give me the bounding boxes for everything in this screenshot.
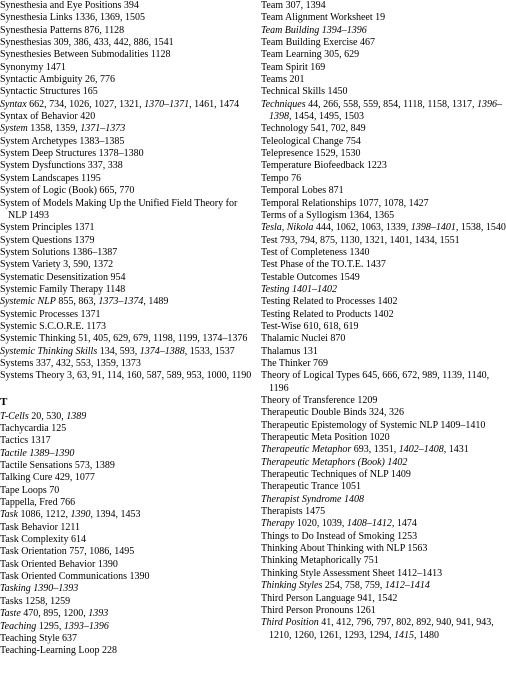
entry-segment: , 1538, 1540 [455, 222, 506, 234]
index-entry [0, 173, 252, 185]
entry-segment: 1393–1396 [63, 620, 109, 632]
index-entry [0, 645, 252, 657]
index-entry [0, 37, 252, 49]
index-entry [261, 0, 506, 12]
index-entry [0, 358, 252, 370]
entry-segment: Systematic Desensitization 954 [0, 271, 126, 283]
index-entry [0, 99, 252, 111]
entry-segment: Teaching [0, 620, 37, 632]
entry-segment: Tachycardia 125 [0, 423, 67, 434]
index-entry [0, 185, 252, 197]
index-entry [261, 173, 506, 185]
entry-segment: Systemic S.C.O.R.E. 1173 [0, 320, 107, 332]
entry-segment: Systemic Thinking Skills [0, 345, 98, 357]
entry-segment: 1398–1401 [410, 222, 456, 234]
entry-segment: Syntactic Ambiguity 26, 776 [0, 74, 115, 86]
entries-after-t [0, 411, 252, 658]
entry-segment: Third Person Language 941, 1542 [261, 592, 398, 604]
entry-segment: Tesla, Nikola [261, 222, 314, 234]
entry-segment: System Variety 3, 590, 1372 [0, 259, 114, 271]
index-entry [261, 407, 506, 419]
index-entry [0, 111, 252, 123]
entry-segment: Team Spirit 169 [261, 61, 326, 73]
index-entry [261, 136, 506, 148]
entry-segment: 662, 734, 1026, 1027, 1321, [26, 98, 145, 110]
index-entry [0, 448, 252, 460]
index-entry [261, 185, 506, 197]
entry-segment: Therapeutic Epistemology of Systemic NLP 1409–1410 [261, 419, 486, 431]
entry-segment: System Deep Structures 1378–1380 [0, 148, 144, 160]
entry-segment: 1373–1374 [98, 296, 144, 308]
index-entry [261, 580, 506, 592]
entry-segment: Therapeutic Double Binds 324, 326 [261, 407, 405, 419]
entry-segment: 1295, [36, 620, 64, 632]
index-entry [0, 608, 252, 620]
index-entry [261, 259, 506, 271]
entry-segment: 1394–1396 [321, 24, 367, 36]
entry-segment: Thinking Style Assessment Sheet 1412–1413 [261, 567, 443, 579]
entry-segment: System Archetypes 1383–1385 [0, 135, 125, 147]
entry-segment: Teleological Change 754 [261, 135, 361, 147]
entry-segment: 1390–1393 [33, 583, 79, 595]
entry-segment: 1389 [66, 410, 87, 422]
entry-segment: Teams 201 [261, 74, 305, 86]
index-entry [261, 210, 506, 222]
index-entry [261, 12, 506, 24]
index-entry [0, 460, 252, 472]
entry-segment: System Dysfunctions 337, 338 [0, 160, 123, 172]
index-entry [0, 571, 252, 583]
index-entry [0, 472, 252, 484]
entry-segment: , 1394, 1453 [90, 509, 141, 521]
index-entry [0, 546, 252, 558]
index-entry [261, 309, 506, 321]
entry-segment: Theory of Logical Types 645, 666, 672, 989, 1139, 1140, 1196 [261, 370, 490, 394]
entry-segment: System [0, 123, 28, 135]
index-entry [0, 123, 252, 135]
index-entry [261, 420, 506, 432]
entry-segment: , 1489 [143, 296, 169, 308]
entry-segment: 1393 [88, 608, 109, 620]
entry-segment: Systemic Family Therapy 1148 [0, 283, 126, 295]
index-entry [261, 284, 506, 296]
entry-segment: Synesthesia Patterns 876, 1128 [0, 24, 125, 36]
entry-segment: 1415 [394, 629, 414, 641]
index-entry [261, 568, 506, 580]
index-entry [0, 497, 252, 509]
entry-segment: T-Cells [0, 410, 29, 422]
right-entries [261, 0, 506, 642]
index-entry [261, 62, 506, 74]
index-entry [261, 531, 506, 543]
index-entry [0, 596, 252, 608]
index-entry [0, 222, 252, 234]
entry-segment: Team Alignment Worksheet 19 [261, 12, 386, 24]
entry-segment: Testing Related to Products 1402 [261, 308, 394, 320]
entry-segment: Synesthesia Links 1336, 1369, 1505 [0, 12, 145, 24]
entry-segment: Team Building [261, 24, 320, 36]
index-entry [0, 235, 252, 247]
entry-segment: Temporal Relationships 1077, 1078, 1427 [261, 197, 429, 209]
entry-segment: Therapeutic Metaphor [261, 444, 352, 456]
index-entry [0, 247, 252, 259]
entry-segment: Test 793, 794, 875, 1130, 1321, 1401, 1434, 1551 [261, 234, 460, 246]
entry-segment: Systems Theory 3, 63, 91, 114, 160, 587, 589, 953, 1000, 1190 [0, 370, 252, 382]
entries-before-t [0, 0, 252, 383]
index-entry [0, 25, 252, 37]
entry-segment: 1370–1371 [144, 98, 190, 110]
entry-segment: 444, 1062, 1063, 1339, [313, 222, 411, 234]
entry-segment: Test Phase of the TO.T.E. 1437 [261, 259, 386, 271]
entry-segment: Task Oriented Behavior 1390 [0, 558, 118, 570]
entry-segment: Techniques [261, 98, 306, 110]
entry-segment: Synesthesies Between Submodalities 1128 [0, 49, 171, 61]
index-entry [261, 593, 506, 605]
index-entry [0, 509, 252, 521]
index-entry [0, 321, 252, 333]
entry-segment: 254, 758, 759, [322, 580, 385, 592]
entry-segment: Task Complexity 614 [0, 534, 86, 546]
entry-segment: Thinking About Thinking with NLP 1563 [261, 543, 428, 555]
entry-segment: Systemic Thinking 51, 405, 629, 679, 1198, 1199, 1374–1376 [0, 333, 248, 345]
index-entry [261, 617, 506, 642]
entry-segment: Syntax [0, 98, 27, 110]
entry-segment: Therapeutic Techniques of NLP 1409 [261, 469, 411, 481]
entry-segment: System of Logic (Book) 665, 770 [0, 185, 135, 197]
entry-segment: 1402–1408 [398, 444, 444, 456]
index-entry [261, 235, 506, 247]
entry-segment: Therapists 1475 [261, 506, 326, 518]
index-entry [0, 370, 252, 382]
index-entry [0, 435, 252, 447]
entry-segment: Thalamic Nuclei 870 [261, 333, 346, 345]
entry-segment: System Landscapes 1195 [0, 172, 101, 184]
entry-segment: Terms of a Syllogism 1364, 1365 [261, 209, 395, 221]
index-entry [0, 0, 252, 12]
entry-segment: 1020, 1039, [294, 518, 347, 530]
index-entry [261, 346, 506, 358]
index-entry [261, 160, 506, 172]
entry-segment: , 1480 [414, 629, 439, 641]
entry-segment: , 1454, 1495, 1503 [289, 111, 364, 123]
entry-segment: , 1431 [443, 444, 469, 456]
entry-segment: Therapeutic Meta Position 1020 [261, 432, 390, 444]
index-entry [261, 469, 506, 481]
entry-segment: Test-Wise 610, 618, 619 [261, 320, 359, 332]
index-entry [0, 296, 252, 308]
entry-segment: Task [0, 509, 18, 521]
entry-segment: Testing Related to Processes 1402 [261, 296, 398, 308]
entry-segment: 1371–1373 [80, 123, 126, 135]
entry-segment: Teaching Style 637 [0, 632, 78, 644]
entry-segment: 1086, 1212, [17, 509, 71, 521]
index-entry [0, 309, 252, 321]
entry-segment: System Questions 1379 [0, 234, 95, 246]
index-entry [261, 37, 506, 49]
index-entry [261, 432, 506, 444]
entry-segment: Therapy [261, 518, 295, 530]
entry-segment: Therapist Syndrome [261, 493, 342, 505]
index-entry [261, 358, 506, 370]
index-entry [0, 136, 252, 148]
entry-segment: 20, 530, [28, 410, 67, 422]
entry-segment: System of Models Making Up the Unified Field Theory for NLP 1493 [0, 197, 238, 221]
index-entry [0, 633, 252, 645]
entry-segment: 1389–1390 [29, 447, 75, 459]
entry-segment: Team Learning 305, 629 [261, 49, 360, 61]
entry-segment: 134, 593, [97, 345, 140, 357]
index-entry [261, 481, 506, 493]
entry-segment: 855, 863, [55, 296, 99, 308]
index-entry [0, 423, 252, 435]
entry-segment: System Principles 1371 [0, 222, 95, 234]
entry-segment: Theory of Transference 1209 [261, 395, 378, 406]
entry-segment: Synesthesia and Eye Positions 394 [0, 0, 139, 11]
entry-segment: Synonymy 1471 [0, 61, 66, 73]
entry-segment: 1408 [343, 493, 364, 505]
index-entry [0, 62, 252, 74]
entry-segment: Team Building Exercise 467 [261, 37, 375, 49]
entry-segment: 1396–1398 [269, 98, 503, 123]
entry-segment: , 1533, 1537 [184, 345, 235, 357]
index-entry [0, 534, 252, 546]
index-entry [0, 198, 252, 223]
index-entry [261, 555, 506, 567]
index-entry [261, 333, 506, 345]
entry-segment: , 1474 [391, 518, 417, 530]
entry-segment: Therapeutic Metaphors (Book) [261, 456, 385, 468]
entry-segment: Third Person Pronouns 1261 [261, 604, 376, 616]
entry-segment: 1374–1388 [139, 345, 185, 357]
index-entry [261, 222, 506, 234]
entry-segment: Task Behavior 1211 [0, 521, 81, 533]
index-entry [0, 74, 252, 86]
index-entry [261, 494, 506, 506]
entry-segment: Synesthesias 309, 386, 433, 442, 886, 1541 [0, 37, 174, 49]
index-entry [261, 457, 506, 469]
entry-segment: Temperature Biofeedback 1223 [261, 160, 387, 172]
entry-segment: 1412–1414 [384, 580, 430, 592]
index-entry [0, 272, 252, 284]
index-entry [261, 74, 506, 86]
entry-segment: Syntactic Structures 165 [0, 86, 98, 98]
entry-segment: Third Position [261, 617, 319, 629]
entry-segment: Systemic NLP [0, 296, 56, 308]
index-entry [261, 247, 506, 259]
left-index-column [0, 0, 252, 658]
index-entry [0, 621, 252, 633]
entry-segment: Technical Skills 1450 [261, 86, 348, 98]
entry-segment: Tempo 76 [261, 172, 302, 184]
entry-segment: Things to Do Instead of Smoking 1253 [261, 530, 418, 542]
entry-segment: Tasks 1258, 1259 [0, 595, 71, 607]
entry-segment: 1402 [387, 456, 408, 468]
index-entry [0, 333, 252, 345]
index-entry [261, 123, 506, 135]
entry-segment: , 1461, 1474 [189, 98, 240, 110]
entry-segment: Test of Completeness 1340 [261, 246, 370, 258]
index-entry [261, 99, 506, 124]
index-entry [261, 49, 506, 61]
entry-segment: Teaching-Learning Loop 228 [0, 645, 118, 657]
index-entry [261, 518, 506, 530]
entry-segment: Thalamus 131 [261, 345, 318, 357]
index-entry [261, 395, 506, 407]
index-entry [261, 25, 506, 37]
entry-segment: Therapeutic Trance 1051 [261, 481, 361, 493]
entry-segment: Tappella, Fred 766 [0, 497, 76, 509]
index-entry [0, 259, 252, 271]
index-entry [0, 559, 252, 571]
entry-segment: Tape Loops 70 [0, 484, 60, 496]
entry-segment: Tactile Sensations 573, 1389 [0, 460, 115, 472]
entry-segment: Testable Outcomes 1549 [261, 271, 360, 283]
entry-segment: Systemic Processes 1371 [0, 308, 101, 320]
entry-segment: 470, 895, 1200, [20, 608, 89, 620]
entry-segment: Temporal Lobes 871 [261, 185, 344, 197]
right-index-column [261, 0, 506, 642]
entry-segment: Technology 541, 702, 849 [261, 123, 366, 135]
entry-segment: 1358, 1359, [27, 123, 81, 135]
index-entry [0, 583, 252, 595]
index-entry [0, 411, 252, 423]
index-entry [0, 12, 252, 24]
entry-segment: Syntax of Behavior 420 [0, 111, 96, 123]
index-entry [261, 272, 506, 284]
index-entry [0, 148, 252, 160]
entry-segment: 44, 266, 558, 559, 854, 1118, 1158, 1317, [305, 98, 478, 110]
entry-segment: Thinking Styles [261, 580, 323, 592]
entry-segment: 1408–1412 [346, 518, 392, 530]
entry-segment: Tasking [0, 583, 31, 595]
entry-segment: 1390 [70, 509, 91, 521]
index-entry [0, 522, 252, 534]
entry-segment: Testing [261, 283, 290, 295]
entry-segment: Task Orientation 757, 1086, 1495 [0, 546, 135, 558]
entry-segment: Tactics 1317 [0, 435, 51, 447]
index-entry [0, 49, 252, 61]
entry-segment: Talking Cure 429, 1077 [0, 472, 95, 484]
index-entry [261, 444, 506, 456]
entry-segment: Taste [0, 608, 21, 620]
index-entry [0, 346, 252, 358]
index-entry [261, 296, 506, 308]
index-entry [261, 506, 506, 518]
index-entry [261, 148, 506, 160]
index-entry [261, 543, 506, 555]
index-entry [0, 160, 252, 172]
entry-segment: 693, 1351, [351, 444, 399, 456]
index-entry [0, 485, 252, 497]
index-entry [261, 198, 506, 210]
index-entry [261, 370, 506, 395]
entry-segment: Thinking Metaphorically 751 [261, 555, 379, 567]
entry-segment: Task Oriented Communications 1390 [0, 571, 150, 583]
entry-segment: 1401–1402 [292, 283, 338, 295]
entry-segment: Team 307, 1394 [261, 0, 326, 11]
entry-segment: The Thinker 769 [261, 357, 329, 369]
entry-segment: Tactile [0, 447, 27, 459]
index-entry [261, 321, 506, 333]
section-letter-t: T [0, 395, 8, 408]
entry-segment: System Solutions 1386–1387 [0, 246, 118, 258]
index-entry [261, 86, 506, 98]
entry-segment: Systems 337, 432, 553, 1359, 1373 [0, 357, 141, 369]
entry-segment: 41, 412, 796, 797, 802, 892, 940, 941, 943, 1210, 1260, 1261, 1293, 1294, [269, 617, 494, 641]
index-entry [261, 605, 506, 617]
entry-segment: Telepresence 1529, 1530 [261, 148, 361, 160]
index-entry [0, 86, 252, 98]
index-entry [0, 284, 252, 296]
